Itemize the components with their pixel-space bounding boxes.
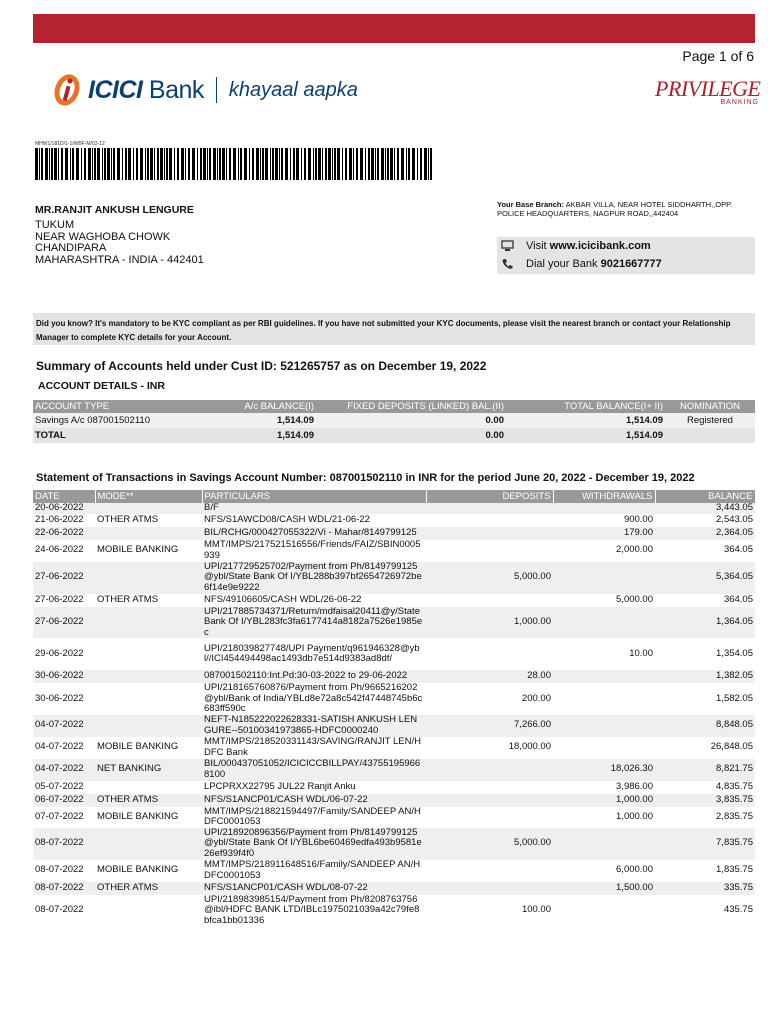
tx-mode <box>95 562 202 594</box>
tx-deposit <box>426 514 553 527</box>
barcode-bar <box>160 148 163 180</box>
barcode-bar <box>222 148 225 180</box>
tx-deposit <box>426 794 553 807</box>
barcode-bar <box>325 148 327 180</box>
barcode-bar <box>365 148 366 180</box>
barcode-bar <box>58 148 59 180</box>
tx-date: 05-07-2022 <box>33 781 95 794</box>
dial-bank: Dial your Bank 9021667777 <box>526 258 662 270</box>
barcode-bar <box>192 148 195 180</box>
customer-name: MR.RANJIT ANKUSH LENGURE <box>35 204 194 216</box>
tx-particulars: UPI/218983985154/Payment from Ph/8208763756@ibl/HDFC BANK LTD/IBLc1975021039a42c79fe8bfca1bb01336 <box>202 895 426 927</box>
tx-balance: 4,835.75 <box>655 781 755 794</box>
tx-mode: OTHER ATMS <box>95 514 202 527</box>
tx-mode <box>95 527 202 540</box>
tx-balance: 26,848.05 <box>655 737 755 759</box>
tx-balance: 335.75 <box>655 882 755 895</box>
tx-particulars: LPCPRXX22795 JUL22 Ranjit Anku <box>202 781 426 794</box>
barcode-bar <box>203 148 206 180</box>
barcode-bar <box>145 148 146 180</box>
table-row <box>33 594 755 607</box>
barcode-bar <box>408 148 410 180</box>
tx-withdrawal: 6,000.00 <box>553 860 655 882</box>
tx-particulars: B/F <box>202 503 426 514</box>
tx-withdrawal <box>553 895 655 927</box>
tx-balance: 8,821.75 <box>655 759 755 781</box>
tx-mode <box>95 607 202 639</box>
tx-particulars: UPI/217885734371/Return/mdfaisal20411@y/State Bank Of I/YBL283fc3fa6177414a8182a7526e1985ec <box>202 607 426 639</box>
barcode-bar <box>117 148 120 180</box>
barcode-bar <box>375 148 376 180</box>
tx-withdrawal: 1,000.00 <box>553 794 655 807</box>
barcode-bar <box>332 148 333 180</box>
tx-mode <box>95 683 202 715</box>
tx-withdrawal <box>553 503 655 514</box>
tx-particulars: MMT/IMPS/217521516556/Friends/FAIZ/SBIN0005939 <box>202 540 426 562</box>
table-row <box>33 807 755 828</box>
tx-balance: 5,364.05 <box>655 562 755 594</box>
barcode-bar <box>270 148 271 180</box>
tx-balance: 1,364.05 <box>655 607 755 639</box>
barcode-bar <box>219 148 221 180</box>
top-red-bar <box>33 14 755 43</box>
phone-icon <box>501 258 514 270</box>
barcode-bar <box>76 148 79 180</box>
table-header: ACCOUNT TYPE A/c BALANCE(I) FIXED DEPOSITS (LINKED) BAL.(II) TOTAL BALANCE(I+ II) NOMINATION <box>33 400 755 413</box>
barcode-bar <box>272 148 274 180</box>
tx-balance: 8,848.05 <box>655 715 755 737</box>
barcode-bar <box>360 148 363 180</box>
tx-withdrawal <box>553 670 655 683</box>
visit-link[interactable]: Visit www.icicibank.com <box>526 240 651 252</box>
barcode-bar <box>157 148 159 180</box>
tx-deposit: 5,000.00 <box>426 562 553 594</box>
barcode-bar <box>353 148 354 180</box>
barcode-bar <box>185 148 186 180</box>
table-header: DATE MODE** PARTICULARS DEPOSITS WITHDRAWALS BALANCE <box>33 490 755 503</box>
tx-balance: 364.05 <box>655 540 755 562</box>
barcode-bar <box>244 148 247 180</box>
tx-particulars: NEFT-N185222022628331-SATISH ANKUSH LENGURE--50100341973865-HDFC0000240 <box>202 715 426 737</box>
barcode-bar <box>226 148 227 180</box>
tx-deposit: 5,000.00 <box>426 828 553 860</box>
barcode-bar <box>334 148 336 180</box>
barcode-bar <box>102 148 103 180</box>
tx-balance: 1,354.05 <box>655 638 755 670</box>
barcode-bar <box>401 148 404 180</box>
tx-balance: 7,835.75 <box>655 828 755 860</box>
table-row <box>33 562 755 594</box>
table-row <box>33 503 755 514</box>
barcode-bar <box>154 148 155 180</box>
barcode-bar <box>81 148 82 180</box>
tx-date: 08-07-2022 <box>33 882 95 895</box>
barcode-bar <box>61 148 63 180</box>
barcode-bar <box>318 148 321 180</box>
barcode-bar <box>150 148 153 180</box>
table-row <box>33 540 755 562</box>
tx-withdrawal: 2,000.00 <box>553 540 655 562</box>
tx-date: 08-07-2022 <box>33 828 95 860</box>
barcode-bar <box>430 148 432 180</box>
barcode-bar <box>301 148 302 180</box>
tx-deposit <box>426 527 553 540</box>
tx-balance: 364.05 <box>655 594 755 607</box>
barcode-bar <box>45 148 48 180</box>
tx-deposit: 18,000.00 <box>426 737 553 759</box>
tx-particulars: 087001502110:Int.Pd:30-03-2022 to 29-06-2022 <box>202 670 426 683</box>
barcode-bar <box>128 148 131 180</box>
barcode-bar <box>213 148 216 180</box>
barcode-bar <box>296 148 299 180</box>
tx-mode: OTHER ATMS <box>95 794 202 807</box>
barcode-bar <box>240 148 242 180</box>
barcode-bar <box>377 148 379 180</box>
table-row <box>33 882 755 895</box>
tx-particulars: MMT/IMPS/218911648516/Family/SANDEEP AN/HDFC0001053 <box>202 860 426 882</box>
barcode-bar <box>88 148 91 180</box>
barcode-bar <box>293 148 295 180</box>
tx-particulars: UPI/218165760876/Payment from Ph/9665216202@ybl/Bank of India/YBLd8e72a8c542f47448745b6c683ff590c <box>202 683 426 715</box>
computer-icon <box>501 240 514 252</box>
tx-balance: 435.75 <box>655 895 755 927</box>
tx-date: 27-06-2022 <box>33 594 95 607</box>
tx-withdrawal: 18,026.30 <box>553 759 655 781</box>
tx-mode: NET BANKING <box>95 759 202 781</box>
table-row <box>33 607 755 639</box>
base-branch: Your Base Branch: AKBAR VILLA, NEAR HOTEL SIDDHARTH,,OPP. POLICE HEADQUARTERS, NAGPUR ROAD,,442404 <box>497 200 733 218</box>
tx-particulars: UPI/218039827748/UPI Payment/q961946328@ybl//ICI454494498ac1493db7e514d9383ad8df/ <box>202 638 426 670</box>
barcode-bar <box>313 148 314 180</box>
table-row <box>33 737 755 759</box>
barcode-bar <box>104 148 106 180</box>
tx-date: 27-06-2022 <box>33 607 95 639</box>
tx-mode: OTHER ATMS <box>95 882 202 895</box>
table-row: Savings A/c 087001502110 1,514.09 0.00 1,514.09 Registered <box>33 413 755 428</box>
tx-particulars: MMT/IMPS/218520331143/SAVING/RANJIT LEN/HDFC Bank <box>202 737 426 759</box>
icici-logo-icon <box>52 72 82 108</box>
icici-logo <box>52 70 358 110</box>
tx-deposit: 200.00 <box>426 683 553 715</box>
tx-date: 07-07-2022 <box>33 807 95 828</box>
table-row <box>33 895 755 927</box>
tx-mode: MOBILE BANKING <box>95 860 202 882</box>
barcode-bar <box>356 148 358 180</box>
table-row <box>33 781 755 794</box>
tx-deposit <box>426 503 553 514</box>
barcode-bar <box>229 148 231 180</box>
tx-particulars: NFS/49106605/CASH WDL/26-06-22 <box>202 594 426 607</box>
barcode-bar <box>349 148 352 180</box>
barcode-bar <box>94 148 96 180</box>
tx-particulars: MMT/IMPS/218821594497/Family/SANDEEP AN/HDFC0001053 <box>202 807 426 828</box>
barcode-bar <box>70 148 71 180</box>
tx-date: 04-07-2022 <box>33 737 95 759</box>
tx-date: 30-06-2022 <box>33 683 95 715</box>
tx-date: 29-06-2022 <box>33 638 95 670</box>
tx-withdrawal <box>553 683 655 715</box>
barcode-bar <box>49 148 50 180</box>
tx-deposit <box>426 781 553 794</box>
tx-deposit <box>426 638 553 670</box>
barcode-bar <box>41 148 43 180</box>
tx-mode: MOBILE BANKING <box>95 540 202 562</box>
bank-tagline: khayaal aapka <box>228 78 358 101</box>
barcode-bar <box>290 148 291 180</box>
table-row <box>33 715 755 737</box>
tx-date: 04-07-2022 <box>33 715 95 737</box>
barcode-bar <box>428 148 429 180</box>
tx-withdrawal: 179.00 <box>553 527 655 540</box>
barcode-bar <box>424 148 427 180</box>
tx-deposit: 100.00 <box>426 895 553 927</box>
tx-mode <box>95 670 202 683</box>
tx-mode: OTHER ATMS <box>95 594 202 607</box>
tx-date: 24-06-2022 <box>33 540 95 562</box>
barcode-bar <box>406 148 407 180</box>
tx-balance: 2,364.05 <box>655 527 755 540</box>
table-row <box>33 828 755 860</box>
barcode-bar <box>275 148 278 180</box>
tx-deposit <box>426 594 553 607</box>
logo-divider <box>216 77 217 103</box>
barcode-bar <box>308 148 311 180</box>
barcode-bar <box>207 148 208 180</box>
barcode-bar <box>84 148 86 180</box>
tx-particulars: UPI/218920896356/Payment from Ph/8149799125@ybl/State Bank Of I/YBL6be60469edfa493b9581e26ef939f4f0 <box>202 828 426 860</box>
tx-balance: 2,543.05 <box>655 514 755 527</box>
barcode-bar <box>181 148 184 180</box>
barcode-bar <box>337 148 340 180</box>
barcode-bar <box>147 148 149 180</box>
tx-withdrawal <box>553 607 655 639</box>
tx-particulars: BIL/RCHG/000427055322/Vi - Mahar/8149799125 <box>202 527 426 540</box>
barcode <box>35 148 433 180</box>
tx-mode <box>95 503 202 514</box>
barcode-bar <box>217 148 218 180</box>
page-number: Page 1 of 6 <box>682 48 754 64</box>
barcode-bar <box>397 148 399 180</box>
barcode-bar <box>371 148 374 180</box>
barcode-bar <box>238 148 239 180</box>
tx-mode <box>95 828 202 860</box>
tx-particulars: BIL/000437051052/ICICICCBILLPAY/437551959668100 <box>202 759 426 781</box>
tx-deposit <box>426 860 553 882</box>
account-summary-table <box>33 400 755 443</box>
kyc-notice: Did you know? It's mandatory to be KYC compliant as per RBI guidelines. If you have not submitted your KYC documents, please visit the nearest branch or contact your Relationship Manager to complete KYC details for your Account. <box>33 313 755 345</box>
tx-date: 06-07-2022 <box>33 794 95 807</box>
table-row <box>33 514 755 527</box>
barcode-bar <box>111 148 112 180</box>
statement-title: Statement of Transactions in Savings Account Number: 087001502110 in INR for the period June 20, 2022 - December 19, 2022 <box>36 472 695 484</box>
tx-deposit <box>426 807 553 828</box>
tx-date: 22-06-2022 <box>33 527 95 540</box>
barcode-bar <box>304 148 306 180</box>
barcode-bar <box>368 148 370 180</box>
tx-balance: 3,443.05 <box>655 503 755 514</box>
tx-date: 08-07-2022 <box>33 860 95 882</box>
barcode-bar <box>279 148 280 180</box>
barcode-bar <box>322 148 323 180</box>
barcode-bar <box>97 148 100 180</box>
barcode-bar <box>265 148 268 180</box>
barcode-bar <box>122 148 123 180</box>
barcode-bar <box>51 148 53 180</box>
tx-mode <box>95 638 202 670</box>
tx-withdrawal: 1,000.00 <box>553 807 655 828</box>
barcode-bar <box>417 148 418 180</box>
tx-balance: 3,835.75 <box>655 794 755 807</box>
barcode-bar <box>35 148 38 180</box>
barcode-bar <box>209 148 211 180</box>
barcode-bar <box>390 148 393 180</box>
tx-deposit <box>426 882 553 895</box>
tx-mode <box>95 895 202 927</box>
table-row <box>33 638 755 670</box>
tx-withdrawal <box>553 828 655 860</box>
tx-deposit: 7,266.00 <box>426 715 553 737</box>
barcode-bar <box>342 148 343 180</box>
bank-name: ICICI Bank <box>88 75 204 104</box>
tx-balance: 1,382.05 <box>655 670 755 683</box>
privilege-banking-logo: PRIVILEGE BANKING <box>655 76 761 106</box>
barcode-bar <box>315 148 317 180</box>
table-row <box>33 683 755 715</box>
barcode-bar <box>92 148 93 180</box>
tx-mode: MOBILE BANKING <box>95 737 202 759</box>
barcode-bar <box>72 148 74 180</box>
tx-date: 08-07-2022 <box>33 895 95 927</box>
tx-date: 21-06-2022 <box>33 514 95 527</box>
barcode-bar <box>197 148 198 180</box>
tx-withdrawal: 3,986.00 <box>553 781 655 794</box>
barcode-bar <box>133 148 134 180</box>
tx-withdrawal: 900.00 <box>553 514 655 527</box>
barcode-bar <box>169 148 172 180</box>
barcode-bar <box>39 148 40 180</box>
tx-mode: MOBILE BANKING <box>95 807 202 828</box>
barcode-bar <box>174 148 175 180</box>
table-row <box>33 759 755 781</box>
barcode-bar <box>256 148 259 180</box>
tx-deposit: 28.00 <box>426 670 553 683</box>
barcode-bar <box>140 148 143 180</box>
barcode-bar <box>345 148 347 180</box>
tx-date: 04-07-2022 <box>33 759 95 781</box>
tx-date: 20-06-2022 <box>33 503 95 514</box>
barcode-bar <box>420 148 422 180</box>
tx-balance: 1,835.75 <box>655 860 755 882</box>
barcode-bar <box>328 148 331 180</box>
tx-particulars: NFS/S1ANCP01/CASH WDL/08-07-22 <box>202 882 426 895</box>
barcode-bar <box>394 148 395 180</box>
barcode-bar <box>107 148 110 180</box>
barcode-bar <box>166 148 168 180</box>
tx-deposit <box>426 759 553 781</box>
barcode-bar <box>285 148 288 180</box>
barcode-bar <box>54 148 57 180</box>
tx-mode <box>95 715 202 737</box>
barcode-bar <box>249 148 250 180</box>
summary-title: Summary of Accounts held under Cust ID: 521265757 as on December 19, 2022 <box>36 359 487 373</box>
barcode-bar <box>281 148 283 180</box>
tx-particulars: UPI/217729525702/Payment from Ph/8149799125@ybl/State Bank Of I/YBL288b397bf2654726972be6f14e9e9222 <box>202 562 426 594</box>
tx-particulars: NFS/S1AWCD08/CASH WDL/21-06-22 <box>202 514 426 527</box>
barcode-bar <box>164 148 165 180</box>
tx-mode <box>95 781 202 794</box>
barcode-bar <box>188 148 190 180</box>
barcode-bar <box>260 148 261 180</box>
transactions-table <box>33 490 756 927</box>
barcode-bar <box>262 148 264 180</box>
barcode-bar <box>385 148 386 180</box>
barcode-bar <box>381 148 384 180</box>
customer-address: TUKUM NEAR WAGHOBA CHOWK CHANDIPARA MAHARASHTRA - INDIA - 442401 <box>35 219 204 266</box>
tx-withdrawal <box>553 562 655 594</box>
tx-date: 27-06-2022 <box>33 562 95 594</box>
barcode-bar <box>113 148 115 180</box>
tx-withdrawal: 5,000.00 <box>553 594 655 607</box>
tx-date: 30-06-2022 <box>33 670 95 683</box>
barcode-bar <box>233 148 236 180</box>
table-row-total: TOTAL 1,514.09 0.00 1,514.09 <box>33 428 755 443</box>
barcode-bar <box>200 148 202 180</box>
reference-code: MHW1/181D/1-1/WBF-M/03-12 <box>35 141 105 147</box>
account-details-title: ACCOUNT DETAILS - INR <box>38 380 165 392</box>
tx-balance: 1,582.05 <box>655 683 755 715</box>
barcode-bar <box>125 148 127 180</box>
tx-balance: 2,835.75 <box>655 807 755 828</box>
tx-withdrawal: 10.00 <box>553 638 655 670</box>
barcode-bar <box>136 148 138 180</box>
barcode-bar <box>177 148 179 180</box>
tx-deposit <box>426 540 553 562</box>
tx-deposit: 1,000.00 <box>426 607 553 639</box>
tx-withdrawal <box>553 737 655 759</box>
tx-withdrawal <box>553 715 655 737</box>
barcode-bar <box>65 148 68 180</box>
table-row <box>33 527 755 540</box>
barcode-bar <box>252 148 254 180</box>
table-row <box>33 794 755 807</box>
contact-box <box>497 237 755 274</box>
barcode-bar <box>387 148 389 180</box>
tx-withdrawal: 1,500.00 <box>553 882 655 895</box>
barcode-bar <box>412 148 415 180</box>
tx-particulars: NFS/S1ANCP01/CASH WDL/06-07-22 <box>202 794 426 807</box>
table-row <box>33 860 755 882</box>
